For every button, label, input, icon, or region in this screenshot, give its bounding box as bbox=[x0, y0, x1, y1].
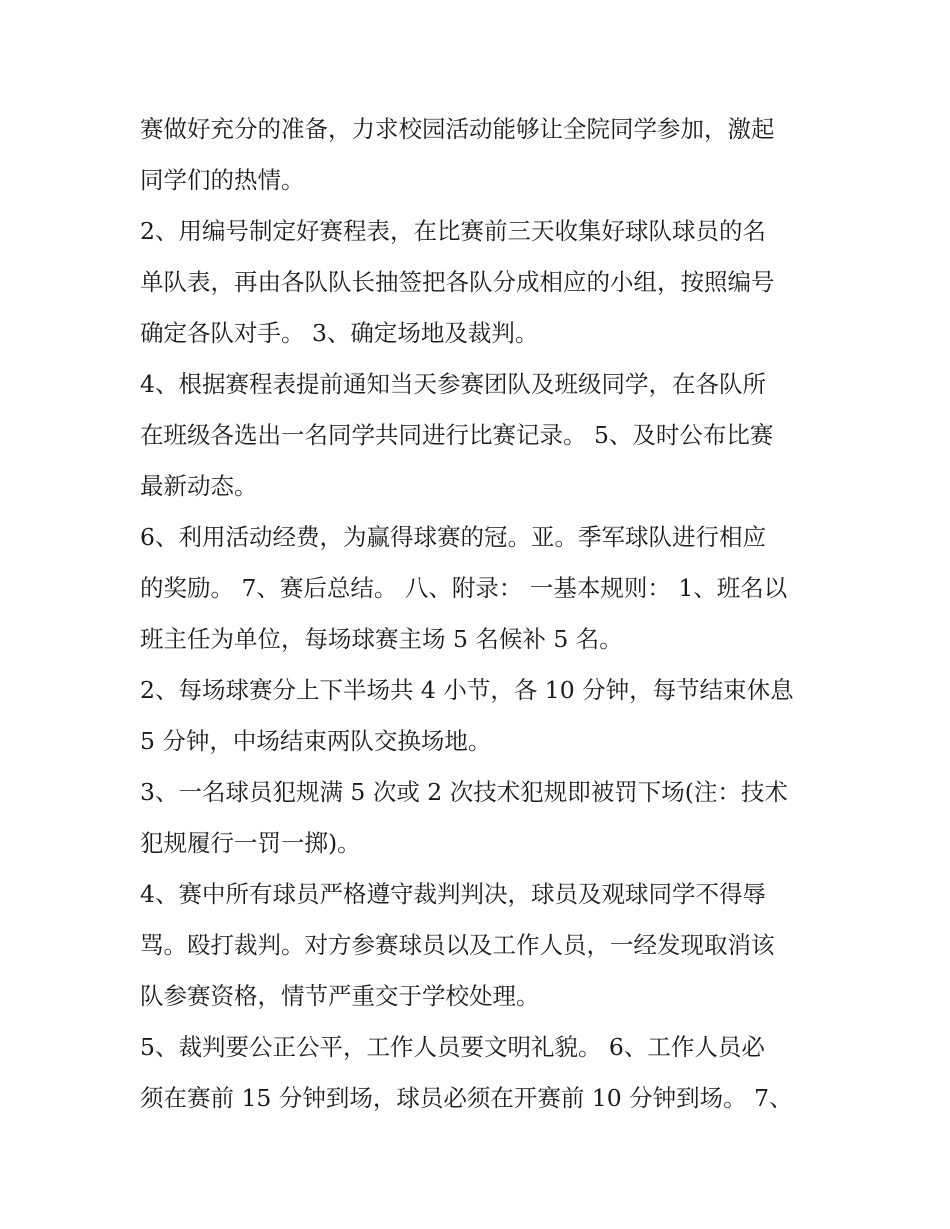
text-line: 骂。殴打裁判。对方参赛球员以及工作人员，一经发现取消该 bbox=[140, 931, 775, 959]
text-line: 队参赛资格，情节严重交于学校处理。 bbox=[140, 982, 540, 1010]
text-line: 6、利用活动经费，为赢得球赛的冠。亚。季军球队进行相应 bbox=[140, 523, 766, 551]
text-line: 5、裁判要公正公平，工作人员要文明礼貌。 6、工作人员必 bbox=[140, 1033, 765, 1061]
text-line: 4、赛中所有球员严格遵守裁判判决，球员及观球同学不得辱 bbox=[140, 880, 766, 908]
text-line: 犯规履行一罚一掷)。 bbox=[140, 829, 361, 857]
document-body bbox=[140, 104, 830, 1124]
text-line: 最新动态。 bbox=[140, 472, 258, 500]
text-line: 3、一名球员犯规满 5 次或 2 次技术犯规即被罚下场(注：技术 bbox=[140, 778, 788, 806]
text-line: 须在赛前 15 分钟到场，球员必须在开赛前 10 分钟到场。 7、 bbox=[140, 1084, 793, 1112]
text-line: 4、根据赛程表提前通知当天参赛团队及班级同学，在各队所 bbox=[140, 370, 766, 398]
text-line: 2、用编号制定好赛程表，在比赛前三天收集好球队球员的名 bbox=[140, 217, 766, 245]
text-line: 的奖励。 7、赛后总结。 八、附录： 一基本规则： 1、班名以 bbox=[140, 574, 788, 602]
text-line: 单队表，再由各队队长抽签把各队分成相应的小组，按照编号 bbox=[140, 268, 775, 296]
text-line: 同学们的热情。 bbox=[140, 166, 305, 194]
text-line: 在班级各选出一名同学共同进行比赛记录。 5、及时公布比赛 bbox=[140, 421, 774, 449]
text-line: 5 分钟，中场结束两队交换场地。 bbox=[140, 727, 492, 755]
text-line: 班主任为单位，每场球赛主场 5 名候补 5 名。 bbox=[140, 625, 623, 653]
text-line: 确定各队对手。 3、确定场地及裁判。 bbox=[140, 319, 539, 347]
text-line: 2、每场球赛分上下半场共 4 小节，各 10 分钟，每节结束休息 bbox=[140, 676, 794, 704]
text-line: 赛做好充分的准备，力求校园活动能够让全院同学参加，激起 bbox=[140, 115, 775, 143]
